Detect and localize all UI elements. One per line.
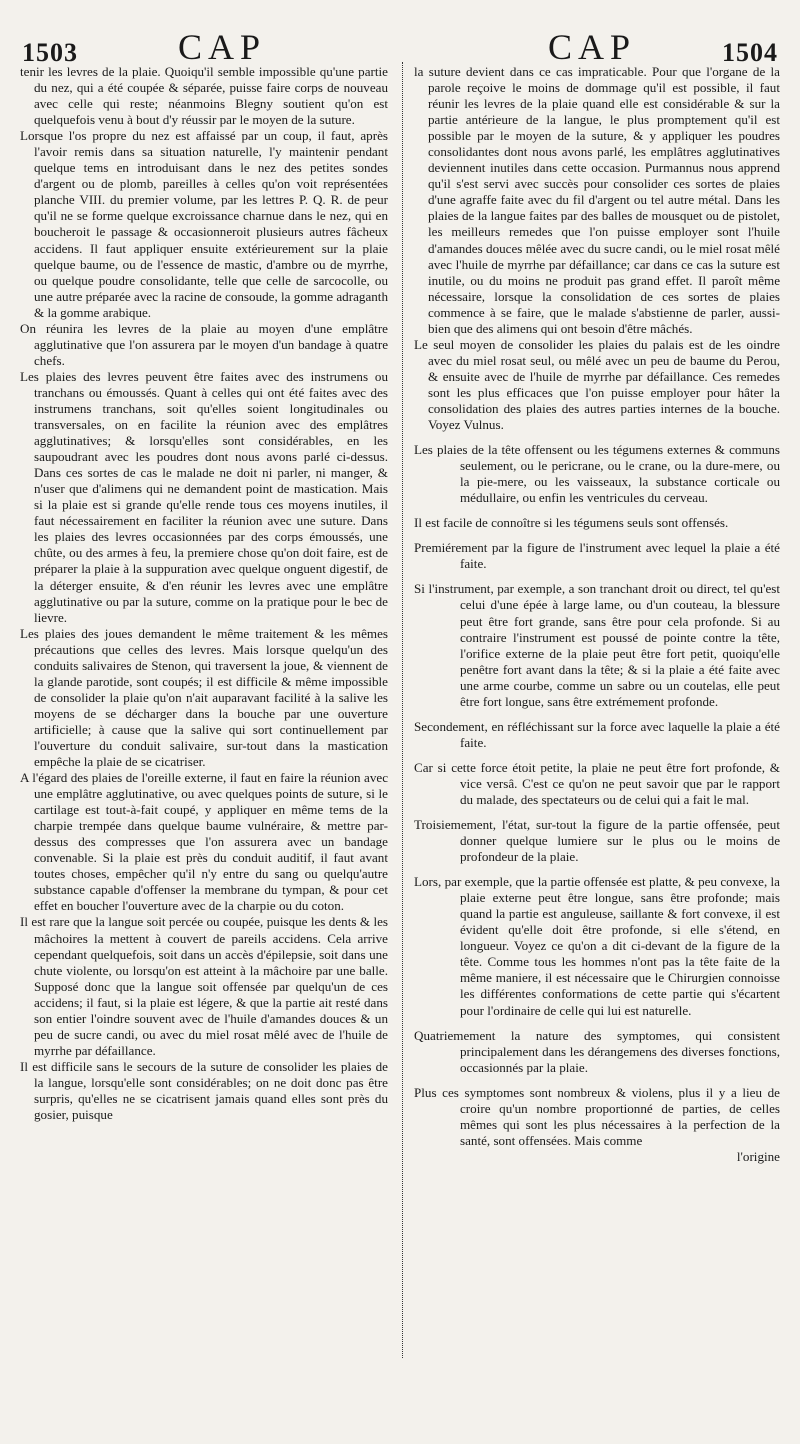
paragraph: Il est facile de connoître si les tégumens seuls sont offensés. (414, 515, 729, 531)
column-divider (402, 62, 403, 1358)
right-column (414, 64, 780, 1178)
right-running-head: CAP (548, 27, 637, 67)
paragraph: Si l'instrument, par exemple, a son tranchant droit ou direct, tel qu'est celui d'une épée à large lame, ou d'un couteau, la blessure peut être fort grande, sans être pour cela profonde. Si au contraire l'instrument est poussé de pointe contre la tête, l'orifice externe de la plaie peut être fort petit, quoiqu'elle penêtre fort avant dans la tête; & si la plaie a été faite avec une arme courbe, comme un sabre ou un coutelas, elle peut être fort longue, sans être extrémement profonde. (414, 581, 780, 709)
paragraph: Quatriemement la nature des symptomes, qui consistent principalement dans les dérangemens des diverses fonctions, occasionnés par la plaie. (414, 1027, 780, 1075)
paragraph: Le seul moyen de consolider les plaies du palais est de les oindre avec du miel rosat seul, ou mêlé avec un peu de baume du Perou, & ensuite avec de l'huile de myrrhe par défaillance. Ces remedes sont les plus efficaces que l'on puisse employer pour hâter la consolidation des plaies des autres parties internes de la bouche. Voyez Vulnus. (414, 336, 780, 433)
paragraph: On réunira les levres de la plaie au moyen d'une emplâtre agglutinative que l'on assurera par le moyen d'un bandage à quatre chefs. (20, 320, 388, 368)
paragraph: Il est difficile sans le secours de la suture de consolider les plaies de la langue, lorsqu'elle sont considérables; on ne doit donc pas être surpris, qu'elles ne se cicatrisent jamais quand elles sont près du gosier, puisque (20, 1058, 388, 1123)
paragraph: Troisiemement, l'état, sur-tout la figure de la partie offensée, peut donner quelque lumiere sur le plus ou le moins de profondeur de la plaie. (414, 817, 780, 865)
paragraph: tenir les levres de la plaie. Quoiqu'il semble impossible qu'une partie du nez, qui a été coupée & séparée, puisse faire corps de nouveau avec celle qui reste; néanmoins Blegny soutient qu'on est quelquefois venu à bout d'y réussir par le moyen de la suture. (20, 64, 388, 128)
paragraph: Secondement, en réfléchissant sur la force avec laquelle la plaie a été faite. (414, 718, 780, 750)
paragraph: Lors, par exemple, que la partie offensée est platte, & peu convexe, la plaie externe peut être longue, sans être profonde; mais quand la partie est anguleuse, saillante & fort convexe, il est évident qu'elle doit être profonde, si elle s'étend, en longueur. Voyez ce qu'on a dit ci-devant de la figure de la tête. Comme tous les hommes n'ont pas la tête faite de la même maniere, il est nécessaire que le Chirurgien connoisse les différentes conformations de cette partie qui s'écartent pour l'ordinaire de celle qui lui est naturelle. (414, 874, 780, 1018)
paragraph: A l'égard des plaies de l'oreille externe, il faut en faire la réunion avec une emplâtre agglutinative, ou avec quelques points de suture, si le cartilage est tout-à-fait coupé, y appliquer en même tems de la charpie trempée dans quelque baume vulnéraire, & mettre par-dessus des compresses que l'on assurera avec un bandage convenable. Si la plaie est près du conduit auditif, il faut avant toutes choses, empêcher qu'il n'y entre du sang ou quelqu'autre substance capable d'offenser la membrane du tympan, & pour cet effet en boucher l'ouverture avec de la charpie ou du coton. (20, 770, 388, 914)
paragraph: Car si cette force étoit petite, la plaie ne peut être fort profonde, & vice versâ. C'est ce qu'on ne peut savoir que par le rapport du malade, des spectateurs ou de celui qui a fait le mal. (414, 759, 780, 807)
paragraph: Les plaies des joues demandent le même traitement & les mêmes précautions que celles des levres. Mais lorsque quelqu'un des conduits salivaires de Stenon, qui traversent la joue, & viennent de la glande parotide, sont coupés; il est difficile & même impossible de consolider la plaie qu'on n'ait auparavant facilité à la salive les moyens de se décharger dans la bouche par une ouverture artificielle; à cause que la salive qui sort continuellement par l'ouverture du conduit salivaire, sur-tout dans la mastication empêche la plaie de se cicatriser. (20, 625, 388, 770)
paragraph: Les plaies de la tête offensent ou les tégumens externes & communs seulement, ou le pericrane, ou le crane, ou la dure-mere, ou la pie-mere, ou les vaisseaux, la substance corticale ou médullaire, ou enfin les ventricules du cerveau. (414, 442, 780, 506)
paragraph: Lorsque l'os propre du nez est affaissé par un coup, il faut, après l'avoir remis dans sa situation naturelle, l'y maintenir pendant quelque tems en introduisant dans le nez des petites sondes d'argent ou de plomb, pareilles à celles qu'on voit représentées planche VIII. du premier volume, par les lettres P. Q. R. de peur qu'il ne se forme quelque excroissance charnue dans le nez, qui en boucheroit le passage & occasionneroit plusieurs autres fâcheux accidens. Il faut appliquer ensuite extérieurement sur la plaie quelque baume, ou de l'essence de mastic, d'ambre ou de myrrhe, ou quelque poudre consolidante, telle que celle de sarcocolle, ou une autre préparée avec la racine de consoude, la gomme adraganth & la gomme arabique. (20, 128, 388, 320)
page-header (0, 16, 800, 67)
paragraph: Plus ces symptomes sont nombreux & violens, plus il y a lieu de croire qu'un nombre proportionné de parties, de celles mêmes qui sont les plus nécessaires à la perfection de la santé, sont offensées. Mais comme (414, 1084, 780, 1148)
right-page-number: 1504 (722, 38, 778, 67)
paragraph: Premiérement par la figure de l'instrument avec lequel la plaie a été faite. (414, 540, 780, 572)
paragraph: Il est rare que la langue soit percée ou coupée, puisque les dents & les mâchoires la mettent à couvert de pareils accidens. Cela arrive cependant quelquefois, soit dans un accès d'épilepsie, soit dans une chute violente, ou lorsqu'on est atteint à la mâchoire par une balle. Supposé donc que la langue soit offensée par quelqu'un de ces accidens; il faut, si la plaie est légere, & que la partie ait resté dans son entier l'oindre souvent avec de l'huile d'amandes douces & un peu de sucre candi, ou avec du miel rosat mêlé avec de l'huile de myrrhe par défaillance. (20, 914, 388, 1058)
catchword: l'origine (736, 1148, 780, 1164)
paragraph: Les plaies des levres peuvent être faites avec des instrumens ou tranchans ou émoussés. Quant à celles qui ont été faites avec des instrumens tranchans, soit qu'elles soient longitudinales ou transversales, on en facilite la réunion avec des emplâtres agglutinatives; & lorsqu'elles sont considérables, en les saupoudrant avec les poudres dont nous avons parlé ci-dessus. Dans ces sortes de cas le malade ne doit ni parler, ni manger, & n'user que d'alimens qui ne demandent point de mastication. Mais si la plaie est si grande qu'elle rende tous ces moyens inutiles, il faut nécessairement en faciliter la réunion avec une suture. Dans les plaies des levres occasionnées par des corps émoussés, une chûte, ou des armes à feu, la premiere chose qu'on doit faire, est de préparer la plaie à la suppuration avec quelque onguent digestif, de la déterger ensuite, & d'en réunir les levres avec une emplâtre agglutinative ou par la suture, comme on la pratique pour le bec de lievre. (20, 368, 388, 625)
left-page-number: 1503 (22, 38, 78, 67)
left-column (20, 64, 388, 1123)
paragraph: la suture devient dans ce cas impraticable. Pour que l'organe de la parole reçoive le moins de dommage qu'il est possible, il faut réunir les levres de la plaie quand elle est considérable & sur la partie antérieure de la langue, le plus promptement qu'il est possible par le moyen de la suture, & y appliquer les poudres consolidantes dont nous avons parlé, les emplâtres agglutinatives deviennent inutiles dans cette occasion. Purmannus nous apprend qu'il s'est servi avec succès pour consolider ces sortes de plaies d'une agraffe faite avec du fil d'argent ou tel autre métal. Dans les plaies de la langue faites par des balles de mousquet ou de pistolet, les meilleurs remedes que l'on puisse employer sont l'huile d'amandes douces mêlée avec du sucre candi, ou le miel rosat mêlé avec l'huile de myrrhe par défaillance; car dans ce cas la suture est inutile, ou du moins ne produit pas grand effet. Il paroît même nécessaire, lorsque la consolidation de ces sortes de plaies commence à se faire, que le malade s'abstienne de parler, aussi-bien que des alimens qui ont besoin d'être mâchés. (414, 64, 780, 336)
left-running-head: CAP (178, 27, 267, 67)
